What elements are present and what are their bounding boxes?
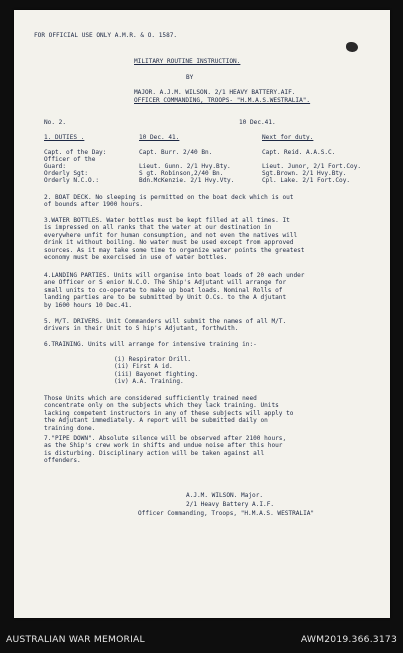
text-line: drink it without boiling. No water must be used except from approved bbox=[44, 239, 294, 247]
text-line: concentrate only on the subjects which they lack training. Units bbox=[44, 402, 279, 410]
text-line: economy must be exercised in use of water bottles. bbox=[44, 254, 228, 262]
document-title: MILITARY ROUTINE INSTRUCTION. bbox=[134, 58, 241, 65]
text-line: is impressed on all ranks that the water at our destination in bbox=[44, 224, 272, 232]
classification-line: FOR OFFICIAL USE ONLY A.M.R. & O. 1587. bbox=[34, 32, 178, 39]
duty-next: Cpl. Lake. 2/1 Fort.Coy. bbox=[262, 177, 351, 184]
duty-role: Orderly N.C.O.: bbox=[44, 177, 100, 184]
text-line: as the Ship's crew work in shifts and undue noise after this hour bbox=[44, 442, 283, 450]
text-line: everywhere unfit for human consumption, and not even the natives will bbox=[44, 231, 298, 239]
text-line: 7."PIPE DOWN". Absolute silence will be observed after 2100 hours, bbox=[44, 435, 287, 442]
text-line: landing parties are to be submitted by Unit O.Cs. to the A djutant bbox=[44, 294, 287, 302]
ink-blot bbox=[346, 42, 358, 52]
list-item: (ii) First A id. bbox=[114, 363, 173, 371]
text-line: of bounds after 1900 hours. bbox=[44, 201, 144, 209]
duty-today: Lieut. Gunn. 2/1 Hvy.Bty. bbox=[139, 163, 231, 170]
list-item: (i) Respirator Drill. bbox=[114, 356, 192, 363]
duty-next: Capt. Reid. A.A.S.C. bbox=[262, 149, 336, 156]
issuer-line-1: MAJOR. A.J.M. WILSON. 2/1 HEAVY BATTERY.AIF. bbox=[134, 89, 296, 96]
duty-today: Capt. Burr. 2/40 Bn. bbox=[139, 149, 213, 156]
paragraph-water-bottles bbox=[44, 217, 304, 261]
text-line: 4.LANDING PARTIES. Units will organise into boat loads of 20 each under bbox=[44, 272, 305, 279]
institution-name: AUSTRALIAN WAR MEMORIAL bbox=[6, 634, 145, 645]
duty-next: Sgt.Brown. 2/1 Hvy.Bty. bbox=[262, 170, 347, 177]
document-page bbox=[14, 10, 390, 618]
signature-name: A.J.M. WILSON. Major. bbox=[186, 492, 264, 499]
duty-role: Orderly Sgt: bbox=[44, 170, 89, 177]
text-line: drivers in their Unit to S hip's Adjutant, forthwith. bbox=[44, 325, 239, 333]
text-line: Those Units which are considered sufficiently trained need bbox=[44, 395, 257, 402]
duty-today: Bdn.McKenzie. 2/1 Hvy.Vty. bbox=[139, 177, 235, 184]
list-item: (iii) Bayonet fighting. bbox=[114, 370, 199, 378]
paragraph-mt-drivers bbox=[44, 318, 286, 333]
accession-number: AWM2019.366.3173 bbox=[300, 634, 397, 645]
signature-title: Officer Commanding, Troops, "H.M.A.S. WESTRALIA" bbox=[138, 510, 315, 517]
duty-role: Officer of the bbox=[44, 156, 96, 163]
duties-heading: 1. DUTIES . bbox=[44, 134, 85, 141]
text-line: 5. M/T. DRIVERS. Unit Commanders will submit the names of all M/T. bbox=[44, 318, 287, 325]
text-line: ane Officer or S enior N.C.O. The Ship's Adjutant will arrange for bbox=[44, 279, 287, 287]
duty-next: Lieut. Junor, 2/1 Fort.Coy. bbox=[262, 163, 362, 170]
text-line: 2. BOAT DECK. No sleeping is permitted on the boat deck which is out bbox=[44, 194, 294, 201]
training-list bbox=[114, 356, 198, 386]
signature-unit: 2/1 Heavy Battery A.I.F. bbox=[186, 501, 275, 508]
order-number: No. 2. bbox=[44, 119, 67, 126]
text-line: lacking competent instructors in any of these subjects will apply to bbox=[44, 409, 294, 417]
text-line: sources. As it may take some time to organize water points the greatest bbox=[44, 246, 305, 254]
paragraph-training-heading: 6.TRAINING. Units will arrange for intensive training in:- bbox=[44, 341, 257, 348]
paragraph-landing-parties bbox=[44, 272, 304, 309]
list-item: (iv) A.A. Training. bbox=[114, 378, 184, 386]
duties-col-today: 10 Dec. 41. bbox=[139, 134, 180, 141]
archive-footer bbox=[0, 626, 403, 653]
text-line: offenders. bbox=[44, 457, 81, 465]
issuer-line-2: OFFICER COMMANDING, TROOPS- "H.M.A.S.WESTRALIA". bbox=[134, 97, 311, 104]
by-label: BY bbox=[186, 74, 194, 81]
duties-col-next: Next for duty. bbox=[262, 134, 314, 141]
text-line: the Adjutant immediately. A report will be submitted daily on bbox=[44, 417, 268, 425]
duty-role: Capt. of the Day: bbox=[44, 149, 107, 156]
text-line: 3.WATER BOTTLES. Water bottles must be kept filled at all times. It bbox=[44, 217, 290, 224]
duty-role: Guard: bbox=[44, 163, 67, 170]
duty-today: S gt. Robinson,2/40 Bn. bbox=[139, 170, 224, 177]
text-line: small units to co-operate to make up boat loads. Nominal Rolls of bbox=[44, 286, 283, 294]
text-line: is disturbing. Disciplinary action will be taken against all bbox=[44, 449, 265, 457]
text-line: training done. bbox=[44, 424, 96, 432]
order-date: 10 Dec.41. bbox=[239, 119, 276, 126]
paragraph-boat-deck bbox=[44, 194, 293, 209]
paragraph-pipe-down bbox=[44, 435, 286, 465]
text-line: by 1600 hours 10 Dec.41. bbox=[44, 301, 133, 309]
paragraph-training-body bbox=[44, 395, 293, 432]
